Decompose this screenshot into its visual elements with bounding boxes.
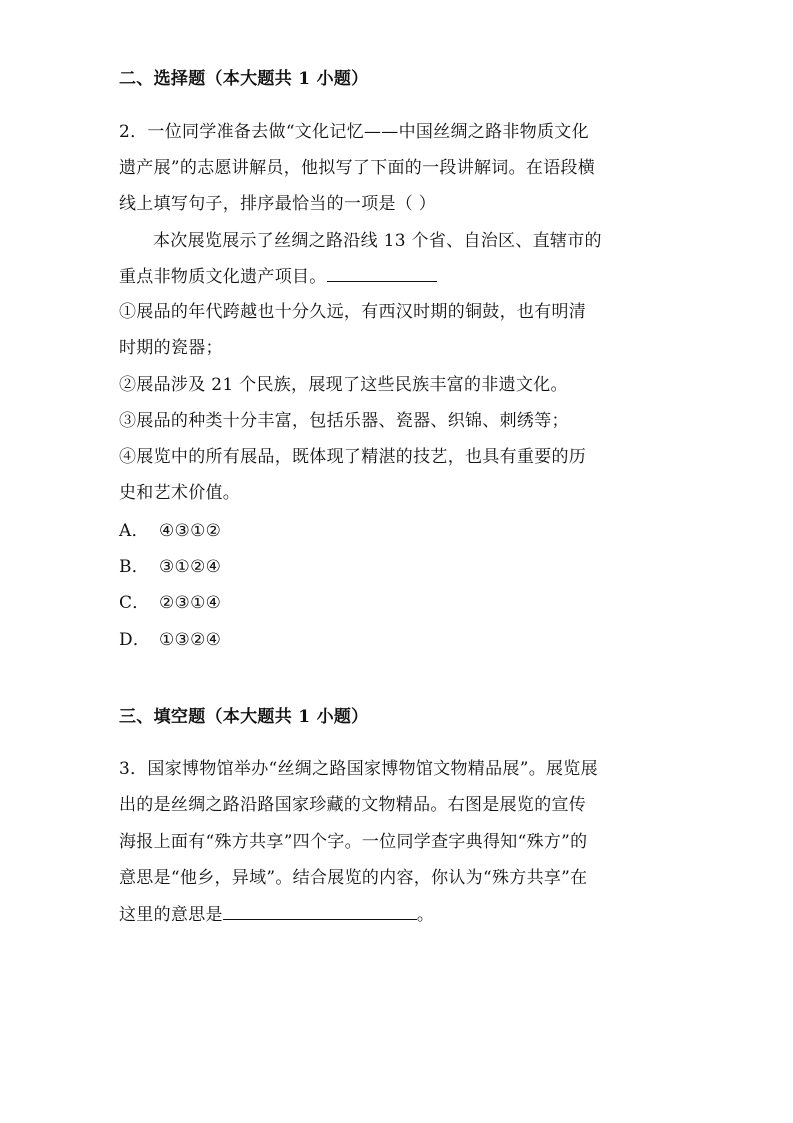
section-heading-choice: 二、选择题（本大题共 1 小题） xyxy=(119,69,369,89)
option-d-label: D． xyxy=(119,630,151,650)
statement-3: ③展品的种类十分丰富，包括乐器、瓷器、织锦、刺绣等； xyxy=(119,411,569,431)
section-heading-fill-blank: 三、填空题（本大题共 1 小题） xyxy=(119,707,369,727)
question-3-line-2: 出的是丝绸之路沿路国家珍藏的文物精品。右图是展览的宣传 xyxy=(119,795,587,815)
option-d[interactable] xyxy=(119,629,221,651)
answer-blank-question-3[interactable] xyxy=(223,903,417,920)
question-3-line-4: 意思是“他乡，异域”。结合展览的内容，你认为“殊方共享”在 xyxy=(119,868,588,888)
statement-4-line-1: ④展览中的所有展品，既体现了精湛的技艺，也具有重要的历 xyxy=(119,447,587,467)
answer-blank-passage[interactable] xyxy=(327,265,437,282)
passage-line-2 xyxy=(119,265,437,288)
option-b-label: B． xyxy=(119,557,150,577)
statement-2: ②展品涉及 21 个民族，展现了这些民族丰富的非遗文化。 xyxy=(119,375,568,395)
option-a-label: A． xyxy=(119,521,149,541)
question-2-line-3: 线上填写句子，排序最恰当的一项是（ ） xyxy=(119,194,437,214)
question-3-last-suffix: 。 xyxy=(416,905,435,925)
option-a-value: ④③①② xyxy=(159,521,222,541)
option-d-value: ①③②④ xyxy=(159,630,222,650)
passage-line-1: 本次展览展示了丝绸之路沿线 13 个省、自治区、直辖市的 xyxy=(153,231,602,251)
statement-1-line-2: 时期的瓷器； xyxy=(119,338,223,358)
question-3-line-1: 3．国家博物馆举办“丝绸之路国家博物馆文物精品展”。展览展 xyxy=(119,759,598,779)
statement-1-line-1: ①展品的年代跨越也十分久远，有西汉时期的铜鼓，也有明清 xyxy=(119,302,587,322)
option-a[interactable] xyxy=(119,520,221,542)
statement-4-line-2: 史和艺术价值。 xyxy=(119,483,241,503)
question-3-line-5 xyxy=(119,903,434,926)
question-3-line-3: 海报上面有“殊方共享”四个字。一位同学查字典得知“殊方”的 xyxy=(119,832,588,852)
question-2-line-1: 2．一位同学准备去做“文化记忆——中国丝绸之路非物质文化 xyxy=(119,122,589,142)
question-2-line-2: 遗产展”的志愿讲解员，他拟写了下面的一段讲解词。在语段横 xyxy=(119,158,596,178)
option-c-label: C． xyxy=(119,593,150,613)
option-b-value: ③①②④ xyxy=(159,557,222,577)
option-b[interactable] xyxy=(119,556,221,578)
passage-line-2-text: 重点非物质文化遗产项目。 xyxy=(119,267,327,287)
option-c-value: ②③①④ xyxy=(159,593,222,613)
question-3-last-prefix: 这里的意思是 xyxy=(119,905,223,925)
option-c[interactable] xyxy=(119,592,221,614)
